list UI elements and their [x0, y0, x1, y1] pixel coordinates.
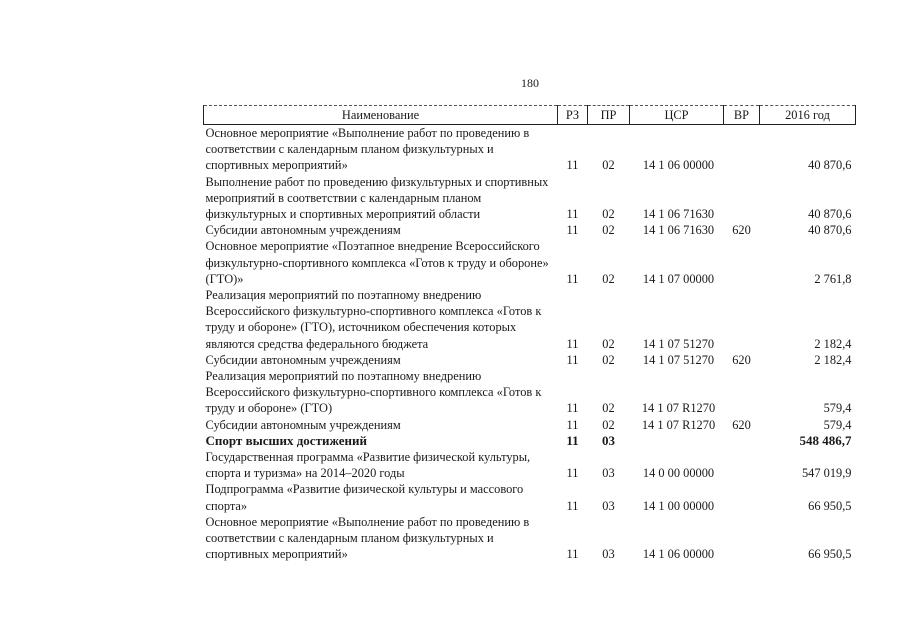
- header-pr: ПР: [588, 106, 630, 125]
- row-rz: 11: [566, 158, 579, 173]
- row-rz: 11: [566, 336, 579, 351]
- row-csr: 14 1 06 00000: [642, 547, 715, 562]
- row-value: 579,4: [823, 401, 852, 416]
- header-value: 2016 год: [760, 106, 856, 125]
- row-rz: 11: [566, 417, 579, 432]
- row-vr: [724, 287, 760, 352]
- row-csr: 14 1 07 51270: [642, 352, 715, 367]
- row-csr: 14 1 00 00000: [642, 498, 715, 513]
- table-row: [204, 514, 856, 563]
- table-body: [204, 125, 856, 563]
- header-csr: ЦСР: [630, 106, 724, 125]
- row-value: 2 761,8: [814, 271, 852, 286]
- row-csr: 14 0 00 00000: [642, 466, 715, 481]
- row-rz: 11: [566, 352, 579, 367]
- row-rz: 11: [566, 401, 579, 416]
- row-value: 579,4: [823, 417, 852, 432]
- table-row: [204, 174, 856, 223]
- row-value: 548 486,7: [799, 432, 852, 448]
- row-pr: 02: [602, 271, 615, 286]
- row-vr: [724, 238, 760, 287]
- table-row: [204, 287, 856, 352]
- row-pr: 02: [602, 401, 615, 416]
- row-vr: [724, 449, 760, 481]
- row-value: 40 870,6: [808, 158, 852, 173]
- row-vr: [724, 174, 760, 223]
- row-vr: [724, 481, 760, 513]
- row-vr: 620: [732, 352, 751, 367]
- row-rz: 11: [566, 223, 579, 238]
- row-pr: 02: [602, 158, 615, 173]
- row-value: 66 950,5: [808, 498, 852, 513]
- row-vr: [724, 514, 760, 563]
- row-csr: 14 1 07 R1270: [641, 401, 716, 416]
- row-vr: 620: [732, 223, 751, 238]
- header-name: Наименование: [204, 106, 558, 125]
- row-name: Выполнение работ по проведению физкультурных и спортивных мероприятий в соответствии с календарным планом физкультурных и спортивных мероприятий области: [205, 174, 549, 222]
- row-value: 66 950,5: [808, 547, 852, 562]
- row-rz: 11: [566, 207, 579, 222]
- row-name: Основное мероприятие «Выполнение работ по проведению в соответствии с календарным планом физкультурных и спортивных мероприятий»: [205, 126, 530, 173]
- row-name: Реализация мероприятий по поэтапному внедрению Всероссийского физкультурно-спортивного комплекса «Готов к труду и обороне» (ГТО), источником обеспечения которых являются средства федерального бюджета: [205, 288, 542, 351]
- row-csr: 14 1 07 51270: [642, 336, 715, 351]
- row-csr: [630, 433, 724, 449]
- row-rz: 11: [566, 466, 579, 481]
- row-csr: 14 1 06 71630: [642, 223, 715, 238]
- table-row: [204, 125, 856, 174]
- table-row: [204, 368, 856, 417]
- header-vr: ВР: [724, 106, 760, 125]
- row-value: 2 182,4: [814, 352, 852, 367]
- row-name: Спорт высших достижений: [205, 432, 367, 448]
- row-value: 40 870,6: [808, 223, 852, 238]
- table-row: [204, 449, 856, 481]
- row-name: Государственная программа «Развитие физической культуры, спорта и туризма» на 2014–2020 годы: [205, 450, 531, 481]
- row-pr: 03: [602, 498, 615, 513]
- row-name: Реализация мероприятий по поэтапному внедрению Всероссийского физкультурно-спортивного комплекса «Готов к труду и обороне» (ГТО): [205, 369, 542, 416]
- row-name: Подпрограмма «Развитие физической культуры и массового спорта»: [205, 482, 524, 513]
- row-pr: 03: [602, 432, 615, 448]
- page-number: 180: [521, 76, 539, 90]
- row-csr: 14 1 06 71630: [642, 207, 715, 222]
- row-pr: 02: [602, 336, 615, 351]
- row-pr: 02: [602, 207, 615, 222]
- row-pr: 02: [602, 352, 615, 367]
- row-value: 547 019,9: [801, 466, 852, 481]
- table-row: [204, 481, 856, 513]
- row-rz: 11: [566, 547, 579, 562]
- table-row: [204, 352, 856, 368]
- table-header: [204, 106, 856, 125]
- row-csr: 14 1 06 00000: [642, 158, 715, 173]
- row-rz: 11: [566, 271, 579, 286]
- row-pr: 03: [602, 466, 615, 481]
- table-row: [204, 238, 856, 287]
- row-pr: 02: [602, 223, 615, 238]
- header-rz: РЗ: [558, 106, 588, 125]
- row-csr: 14 1 07 R1270: [641, 417, 716, 432]
- row-name: Субсидии автономным учреждениям: [205, 417, 401, 432]
- table-row: [204, 433, 856, 449]
- row-rz: 11: [566, 432, 579, 448]
- table-row: [204, 222, 856, 238]
- row-name: Субсидии автономным учреждениям: [205, 352, 401, 367]
- row-name: Основное мероприятие «Выполнение работ по проведению в соответствии с календарным планом физкультурных и спортивных мероприятий»: [205, 514, 530, 562]
- budget-table: [203, 105, 856, 562]
- row-vr: [724, 433, 760, 449]
- row-vr: [724, 368, 760, 417]
- row-pr: 02: [602, 417, 615, 432]
- row-name: Субсидии автономным учреждениям: [205, 223, 401, 238]
- row-value: 40 870,6: [808, 207, 852, 222]
- table-row: [204, 417, 856, 433]
- row-value: 2 182,4: [814, 336, 852, 351]
- row-vr: 620: [732, 417, 751, 432]
- row-name: Основное мероприятие «Поэтапное внедрение Всероссийского физкультурно-спортивного комплекса «Готов к труду и обороне» (ГТО)»: [205, 239, 549, 286]
- row-csr: 14 1 07 00000: [642, 271, 715, 286]
- row-rz: 11: [566, 498, 579, 513]
- row-pr: 03: [602, 547, 615, 562]
- row-vr: [724, 125, 760, 174]
